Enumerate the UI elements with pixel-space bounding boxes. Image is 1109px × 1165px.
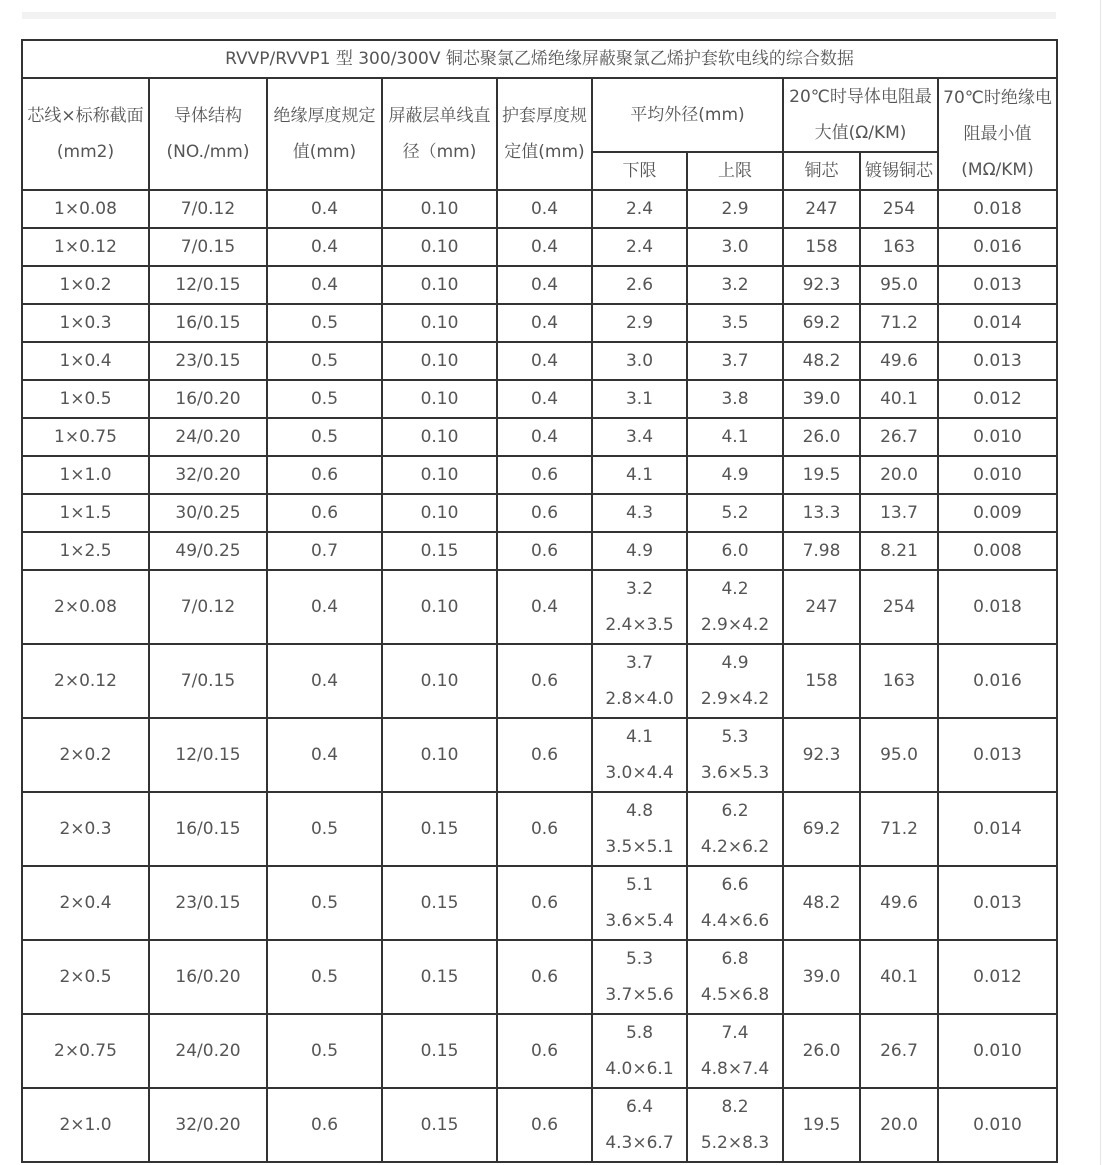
cell-od-upper: 3.7	[687, 342, 783, 380]
cell-od-lower: 2.4	[592, 228, 687, 266]
cell-res-copper: 39.0	[783, 940, 860, 1014]
cell-od-upper: 3.0	[687, 228, 783, 266]
od-flat-dimension: 2.8×4.0	[605, 689, 674, 709]
cell-res-tinned: 26.7	[860, 418, 938, 456]
cell-conductor: 12/0.15	[149, 266, 267, 304]
cell-od-lower: 3.4	[592, 418, 687, 456]
cell-res-copper: 247	[783, 190, 860, 228]
cable-data-table	[21, 39, 1058, 1163]
table-title-row	[22, 40, 1057, 78]
cell-shield: 0.10	[382, 380, 497, 418]
od-average-value: 6.8	[721, 949, 749, 969]
cell-res-tinned: 20.0	[860, 456, 938, 494]
cell-od-lower	[592, 940, 687, 1014]
od-average-value: 6.6	[721, 875, 749, 895]
cell-sheath: 0.6	[497, 1014, 592, 1088]
cell-sheath: 0.6	[497, 940, 592, 1014]
cell-od-upper	[687, 644, 783, 718]
cell-res-copper: 92.3	[783, 266, 860, 304]
cell-cores: 1×0.5	[22, 380, 149, 418]
od-flat-dimension: 3.6×5.4	[605, 911, 674, 931]
cell-conductor: 16/0.20	[149, 380, 267, 418]
cell-conductor: 12/0.15	[149, 718, 267, 792]
od-flat-dimension: 4.0×6.1	[605, 1059, 674, 1079]
od-flat-dimension: 3.0×4.4	[605, 763, 674, 783]
header-od-lower: 下限	[592, 152, 687, 190]
cell-od-upper: 3.2	[687, 266, 783, 304]
od-flat-dimension: 4.4×6.6	[700, 911, 770, 931]
header-insulation: 绝缘厚度规定 值(mm)	[267, 78, 382, 190]
cell-cores: 1×1.5	[22, 494, 149, 532]
cell-cores: 1×0.4	[22, 342, 149, 380]
od-flat-dimension: 3.7×5.6	[605, 985, 674, 1005]
cell-insulation: 0.5	[267, 866, 382, 940]
od-flat-dimension: 4.5×6.8	[700, 985, 770, 1005]
cell-conductor: 24/0.20	[149, 418, 267, 456]
header-outer-diameter: 平均外径(mm)	[592, 78, 783, 152]
cell-od-upper: 4.1	[687, 418, 783, 456]
cell-ins-res-70c: 0.008	[938, 532, 1057, 570]
cell-insulation: 0.5	[267, 792, 382, 866]
cell-ins-res-70c: 0.013	[938, 266, 1057, 304]
cell-ins-res-70c: 0.014	[938, 304, 1057, 342]
cell-res-copper: 158	[783, 644, 860, 718]
cell-res-tinned: 71.2	[860, 304, 938, 342]
header-copper: 铜芯	[783, 152, 860, 190]
cell-res-tinned: 49.6	[860, 866, 938, 940]
table-row	[22, 190, 1057, 228]
cell-od-lower: 2.6	[592, 266, 687, 304]
cell-sheath: 0.4	[497, 418, 592, 456]
table-title: RVVP/RVVP1 型 300/300V 铜芯聚氯乙烯绝缘屏蔽聚氯乙烯护套软电线的综合数据	[22, 40, 1057, 78]
cell-conductor: 7/0.15	[149, 644, 267, 718]
cell-sheath: 0.4	[497, 190, 592, 228]
cell-res-tinned: 95.0	[860, 266, 938, 304]
cell-ins-res-70c: 0.010	[938, 1014, 1057, 1088]
cell-sheath: 0.4	[497, 304, 592, 342]
cell-ins-res-70c: 0.009	[938, 494, 1057, 532]
cell-shield: 0.10	[382, 718, 497, 792]
cell-res-copper: 13.3	[783, 494, 860, 532]
cell-res-tinned: 8.21	[860, 532, 938, 570]
od-average-value: 7.4	[721, 1023, 749, 1043]
table-row	[22, 718, 1057, 792]
top-divider-bar	[22, 12, 1056, 19]
cell-res-copper: 19.5	[783, 456, 860, 494]
right-edge-line	[1100, 0, 1101, 1165]
cell-shield: 0.10	[382, 228, 497, 266]
cell-sheath: 0.6	[497, 532, 592, 570]
cell-sheath: 0.6	[497, 1088, 592, 1162]
cell-od-lower	[592, 866, 687, 940]
cell-res-copper: 26.0	[783, 418, 860, 456]
cell-cores: 2×0.2	[22, 718, 149, 792]
table-row	[22, 532, 1057, 570]
cell-res-copper: 39.0	[783, 380, 860, 418]
cell-res-copper: 26.0	[783, 1014, 860, 1088]
od-average-value: 5.3	[721, 727, 749, 747]
cell-sheath: 0.4	[497, 342, 592, 380]
cell-od-lower: 3.0	[592, 342, 687, 380]
cell-res-copper: 158	[783, 228, 860, 266]
cell-cores: 2×0.3	[22, 792, 149, 866]
table-row	[22, 494, 1057, 532]
cell-sheath: 0.6	[497, 866, 592, 940]
cell-ins-res-70c: 0.013	[938, 342, 1057, 380]
od-average-value: 6.4	[625, 1097, 654, 1117]
header-cores: 芯线×标称截面 (mm2)	[22, 78, 149, 190]
cell-res-tinned: 40.1	[860, 940, 938, 1014]
cell-ins-res-70c: 0.012	[938, 380, 1057, 418]
table-row	[22, 866, 1057, 940]
cell-cores: 2×0.5	[22, 940, 149, 1014]
cell-insulation: 0.7	[267, 532, 382, 570]
od-flat-dimension: 4.8×7.4	[700, 1059, 770, 1079]
cell-res-tinned: 49.6	[860, 342, 938, 380]
od-average-value: 6.2	[721, 801, 749, 821]
cell-res-tinned: 40.1	[860, 380, 938, 418]
cell-od-upper: 6.0	[687, 532, 783, 570]
cell-conductor: 23/0.15	[149, 866, 267, 940]
cell-shield: 0.10	[382, 494, 497, 532]
od-average-value: 3.7	[625, 653, 654, 673]
table-row	[22, 1088, 1057, 1162]
cell-res-copper: 92.3	[783, 718, 860, 792]
cell-od-lower	[592, 718, 687, 792]
cell-cores: 1×0.12	[22, 228, 149, 266]
cell-conductor: 16/0.20	[149, 940, 267, 1014]
cell-insulation: 0.5	[267, 940, 382, 1014]
cell-shield: 0.15	[382, 792, 497, 866]
table-row	[22, 940, 1057, 1014]
header-tinned-copper: 镀锡铜芯	[860, 152, 938, 190]
cell-sheath: 0.4	[497, 228, 592, 266]
cell-ins-res-70c: 0.016	[938, 644, 1057, 718]
cell-od-upper: 4.9	[687, 456, 783, 494]
cell-res-copper: 48.2	[783, 342, 860, 380]
cell-ins-res-70c: 0.014	[938, 792, 1057, 866]
cell-od-upper	[687, 792, 783, 866]
table-row	[22, 456, 1057, 494]
cell-res-tinned: 13.7	[860, 494, 938, 532]
cell-od-upper	[687, 940, 783, 1014]
cell-od-lower	[592, 792, 687, 866]
od-average-value: 4.9	[721, 653, 749, 673]
cell-od-upper: 3.8	[687, 380, 783, 418]
cell-conductor: 7/0.15	[149, 228, 267, 266]
cell-od-lower: 4.9	[592, 532, 687, 570]
cell-conductor: 24/0.20	[149, 1014, 267, 1088]
od-flat-dimension: 3.5×5.1	[605, 837, 674, 857]
cell-od-upper	[687, 1014, 783, 1088]
cell-insulation: 0.5	[267, 304, 382, 342]
cell-shield: 0.10	[382, 644, 497, 718]
cell-res-copper: 69.2	[783, 792, 860, 866]
cell-cores: 1×2.5	[22, 532, 149, 570]
cell-ins-res-70c: 0.013	[938, 866, 1057, 940]
cell-insulation: 0.5	[267, 418, 382, 456]
cell-cores: 1×0.08	[22, 190, 149, 228]
cell-ins-res-70c: 0.012	[938, 940, 1057, 1014]
cell-shield: 0.10	[382, 570, 497, 644]
cell-insulation: 0.4	[267, 190, 382, 228]
table-row	[22, 418, 1057, 456]
cell-od-lower	[592, 1014, 687, 1088]
table-row	[22, 644, 1057, 718]
cell-insulation: 0.6	[267, 494, 382, 532]
od-flat-dimension: 2.9×4.2	[700, 689, 770, 709]
cell-ins-res-70c: 0.016	[938, 228, 1057, 266]
od-average-value: 5.1	[625, 875, 654, 895]
header-sheath: 护套厚度规 定值(mm)	[497, 78, 592, 190]
cell-od-lower	[592, 570, 687, 644]
cell-cores: 1×0.2	[22, 266, 149, 304]
table-row	[22, 304, 1057, 342]
cell-ins-res-70c: 0.010	[938, 1088, 1057, 1162]
cell-shield: 0.15	[382, 866, 497, 940]
cell-od-upper	[687, 866, 783, 940]
cell-insulation: 0.5	[267, 1014, 382, 1088]
cell-od-lower: 4.3	[592, 494, 687, 532]
cell-shield: 0.15	[382, 1014, 497, 1088]
cell-insulation: 0.6	[267, 456, 382, 494]
header-insulation-resistance-70c: 70℃时绝缘电 阻最小值 (MΩ/KM)	[938, 78, 1057, 190]
cell-conductor: 32/0.20	[149, 1088, 267, 1162]
cell-res-copper: 69.2	[783, 304, 860, 342]
cell-res-tinned: 254	[860, 190, 938, 228]
table-row	[22, 228, 1057, 266]
cell-res-copper: 48.2	[783, 866, 860, 940]
cell-sheath: 0.6	[497, 644, 592, 718]
cell-shield: 0.10	[382, 456, 497, 494]
cell-shield: 0.15	[382, 532, 497, 570]
cell-od-upper	[687, 1088, 783, 1162]
cell-res-tinned: 254	[860, 570, 938, 644]
cell-insulation: 0.5	[267, 342, 382, 380]
cell-res-tinned: 71.2	[860, 792, 938, 866]
cell-ins-res-70c: 0.010	[938, 456, 1057, 494]
cell-cores: 1×0.3	[22, 304, 149, 342]
cell-ins-res-70c: 0.010	[938, 418, 1057, 456]
cell-conductor: 7/0.12	[149, 190, 267, 228]
cell-shield: 0.15	[382, 940, 497, 1014]
cell-od-lower	[592, 1088, 687, 1162]
cell-insulation: 0.4	[267, 266, 382, 304]
cell-sheath: 0.4	[497, 380, 592, 418]
cell-shield: 0.10	[382, 304, 497, 342]
cell-ins-res-70c: 0.013	[938, 718, 1057, 792]
od-average-value: 3.2	[625, 579, 654, 599]
cell-res-tinned: 20.0	[860, 1088, 938, 1162]
od-average-value: 4.1	[625, 727, 654, 747]
cell-shield: 0.10	[382, 266, 497, 304]
cell-shield: 0.10	[382, 418, 497, 456]
od-flat-dimension: 2.9×4.2	[700, 615, 770, 635]
cell-conductor: 16/0.15	[149, 304, 267, 342]
od-average-value: 5.8	[625, 1023, 654, 1043]
header-row-1	[22, 78, 1057, 152]
table-row	[22, 380, 1057, 418]
od-flat-dimension: 4.3×6.7	[605, 1133, 674, 1153]
cell-shield: 0.10	[382, 190, 497, 228]
cell-od-lower	[592, 644, 687, 718]
header-od-upper: 上限	[687, 152, 783, 190]
cell-ins-res-70c: 0.018	[938, 570, 1057, 644]
od-flat-dimension: 2.4×3.5	[605, 615, 674, 635]
cell-cores: 2×0.4	[22, 866, 149, 940]
cell-od-lower: 3.1	[592, 380, 687, 418]
header-shield: 屏蔽层单线直 径（mm)	[382, 78, 497, 190]
cell-res-copper: 7.98	[783, 532, 860, 570]
cell-sheath: 0.6	[497, 456, 592, 494]
cell-conductor: 7/0.12	[149, 570, 267, 644]
od-average-value: 4.8	[625, 801, 654, 821]
od-flat-dimension: 3.6×5.3	[700, 763, 770, 783]
cell-insulation: 0.4	[267, 228, 382, 266]
cell-conductor: 30/0.25	[149, 494, 267, 532]
cell-sheath: 0.6	[497, 494, 592, 532]
cell-insulation: 0.5	[267, 380, 382, 418]
cell-shield: 0.15	[382, 1088, 497, 1162]
cell-conductor: 16/0.15	[149, 792, 267, 866]
header-resistance-20c: 20℃时导体电阻最 大值(Ω/KM)	[783, 78, 938, 152]
cell-res-copper: 247	[783, 570, 860, 644]
cell-od-lower: 2.9	[592, 304, 687, 342]
od-average-value: 5.3	[625, 949, 654, 969]
od-flat-dimension: 5.2×8.3	[700, 1133, 770, 1153]
cell-sheath: 0.4	[497, 266, 592, 304]
header-conductor: 导体结构 (NO./mm)	[149, 78, 267, 190]
cell-od-lower: 4.1	[592, 456, 687, 494]
table-row	[22, 1014, 1057, 1088]
cell-insulation: 0.6	[267, 1088, 382, 1162]
cell-conductor: 49/0.25	[149, 532, 267, 570]
table-row	[22, 792, 1057, 866]
cell-res-tinned: 95.0	[860, 718, 938, 792]
cell-conductor: 32/0.20	[149, 456, 267, 494]
cell-ins-res-70c: 0.018	[938, 190, 1057, 228]
cell-od-upper: 3.5	[687, 304, 783, 342]
cell-res-tinned: 163	[860, 228, 938, 266]
cell-cores: 2×0.08	[22, 570, 149, 644]
cell-sheath: 0.4	[497, 570, 592, 644]
cell-od-upper: 5.2	[687, 494, 783, 532]
cell-od-lower: 2.4	[592, 190, 687, 228]
cell-cores: 2×0.12	[22, 644, 149, 718]
od-flat-dimension: 4.2×6.2	[700, 837, 770, 857]
cell-sheath: 0.6	[497, 792, 592, 866]
cell-conductor: 23/0.15	[149, 342, 267, 380]
cell-cores: 2×0.75	[22, 1014, 149, 1088]
cell-insulation: 0.4	[267, 570, 382, 644]
cell-sheath: 0.6	[497, 718, 592, 792]
cell-insulation: 0.4	[267, 718, 382, 792]
table-row	[22, 266, 1057, 304]
cell-res-copper: 19.5	[783, 1088, 860, 1162]
table-row	[22, 570, 1057, 644]
cell-res-tinned: 163	[860, 644, 938, 718]
cell-cores: 1×0.75	[22, 418, 149, 456]
table-row	[22, 342, 1057, 380]
cell-od-upper	[687, 718, 783, 792]
od-average-value: 8.2	[721, 1097, 749, 1117]
cell-cores: 1×1.0	[22, 456, 149, 494]
od-average-value: 4.2	[721, 579, 749, 599]
cell-cores: 2×1.0	[22, 1088, 149, 1162]
cell-od-upper	[687, 570, 783, 644]
cell-od-upper: 2.9	[687, 190, 783, 228]
cell-shield: 0.10	[382, 342, 497, 380]
cell-res-tinned: 26.7	[860, 1014, 938, 1088]
cell-insulation: 0.4	[267, 644, 382, 718]
